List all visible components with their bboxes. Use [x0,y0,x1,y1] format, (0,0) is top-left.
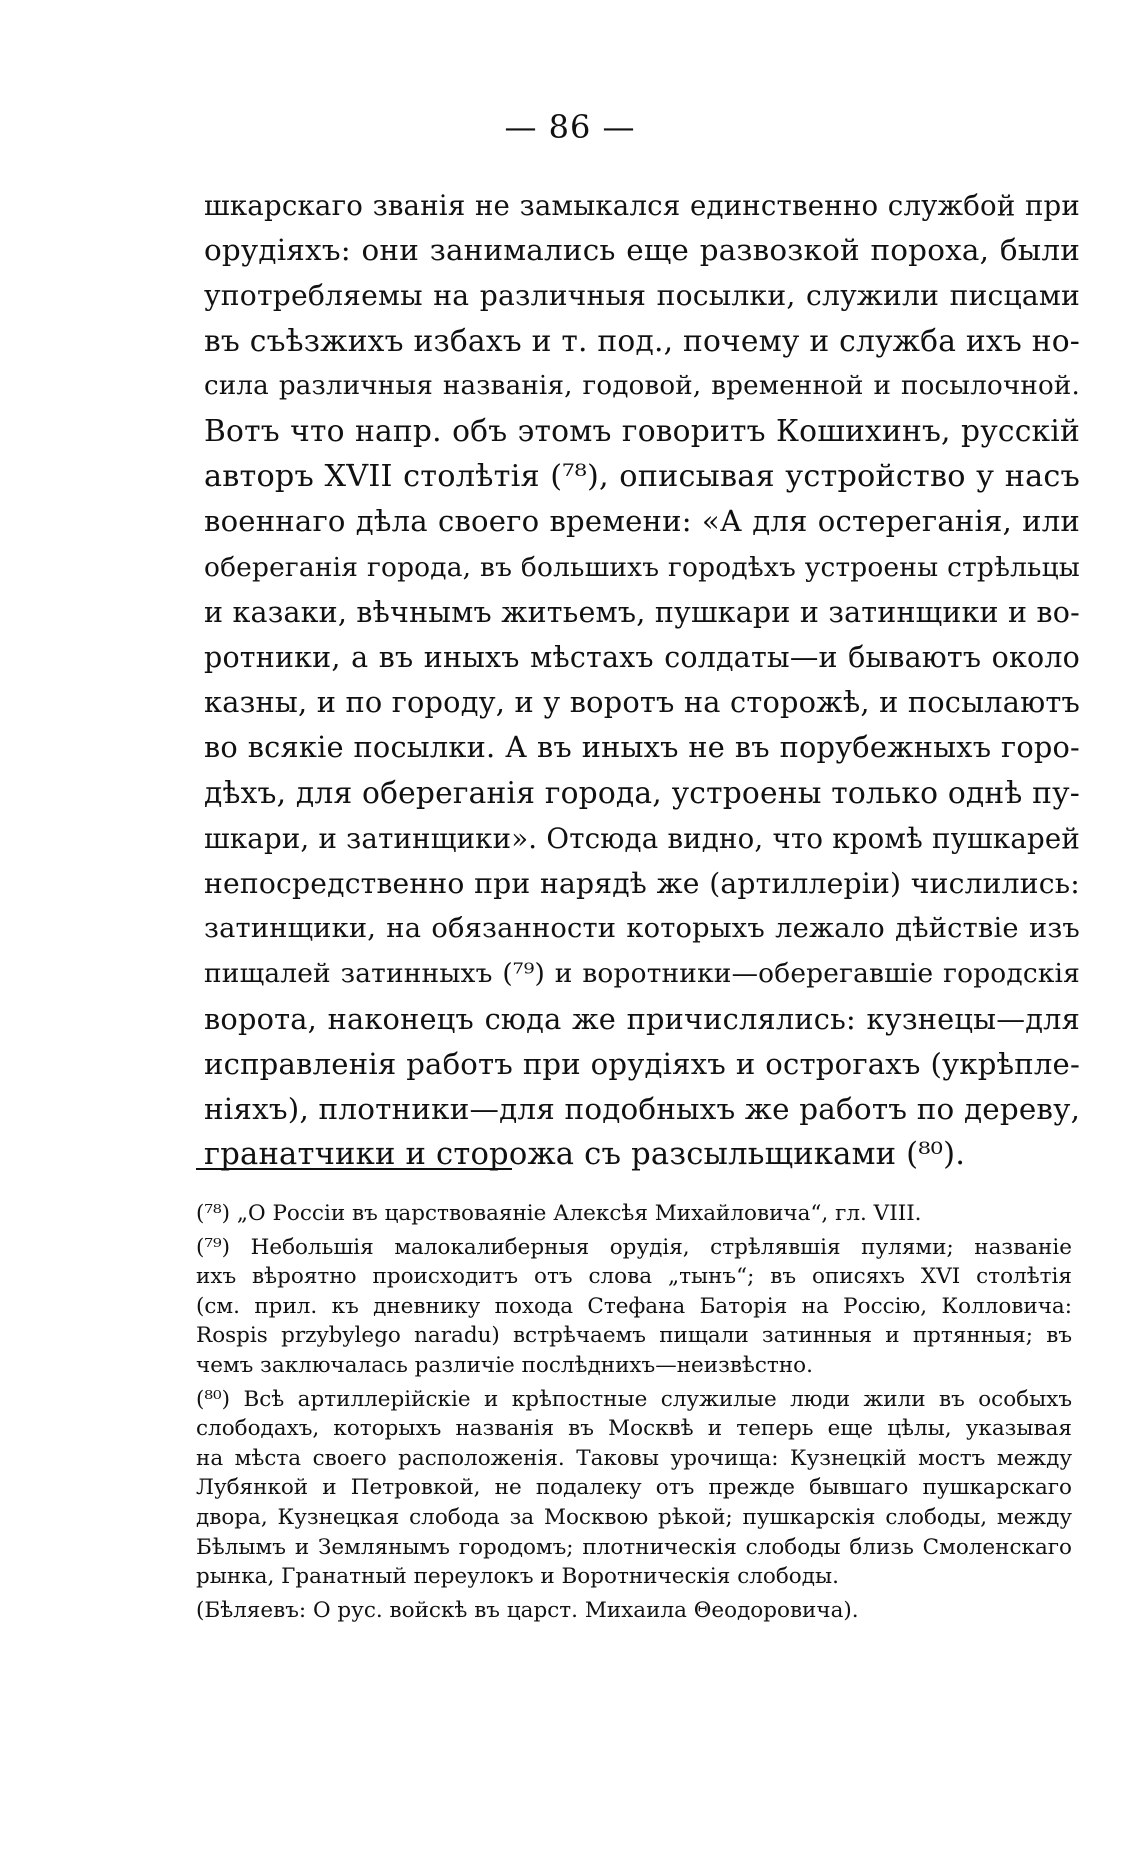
footnote-80 [196,1385,1072,1592]
main-text [204,183,1080,1177]
footnote-line: Бѣлымъ и Землянымъ городомъ; плотническія слободы близь Смоленскаго [196,1534,1072,1560]
footnote-line: (⁸⁰) Всѣ артиллерійскіе и крѣпостные служилые люди жили въ особыхъ [196,1386,1072,1412]
text-line: военнаго дѣла своего времени: «А для остереганія, или [204,504,1080,539]
text-line: орудіяхъ: они занимались еще развозкой пороха, были [204,233,1080,268]
text-line: шкарскаго званія не замыкался единственно службой при [204,189,1080,222]
text-line: во всякіе посылки. А въ иныхъ не въ порубежныхъ горо- [204,730,1080,765]
footnote-line: чемъ заключалась различіе послѣднихъ—неизвѣстно. [196,1352,813,1378]
text-line: ворота, наконецъ сюда же причислялись: кузнецы—для [204,1001,1080,1036]
text-line: гранатчики и сторожа съ разсыльщиками (⁸⁰). [204,1137,966,1173]
text-line: шкари, и затинщики». Отсюда видно, что кромѣ пушкарей [204,821,1080,855]
footnote-79 [196,1233,1072,1381]
footnote-line: рынка, Гранатный переулокъ и Воротническія слободы. [196,1564,839,1590]
footnotes [196,1199,1072,1629]
text-line: непосредственно при нарядѣ же (артиллеріи) числились: [204,867,1080,901]
text-line: Вотъ что напр. объ этомъ говоритъ Кошихинъ, русскій [204,414,1080,450]
footnote-line: слободахъ, которыхъ названія въ Москвѣ и теперь еще цѣлы, указывая [196,1416,1072,1442]
footnote-line: (⁷⁸) „О Россіи въ царствоваяніе Алексѣя Михайловича“, гл. VIII. [196,1201,922,1226]
footnote-separator [196,1168,512,1170]
text-line: авторъ XVII столѣтія (⁷⁸), описывая устройство у насъ [204,459,1080,495]
text-line: употребляемы на различныя посылки, служили писцами [204,279,1080,313]
footnote-line: двора, Кузнецкая слобода за Москвою рѣкой; пушкарскія слободы, между [196,1504,1072,1530]
footnote-line: (см. прил. къ дневнику похода Стефана Баторія на Россію, Колловича: [196,1293,1072,1319]
text-line: затинщики, на обязанности которыхъ лежало дѣйствіе изъ [204,913,1080,945]
footnote-line: ихъ вѣроятно происходитъ отъ слова „тынъ“; въ описяхъ XVI столѣтія [196,1264,1072,1290]
footnote-line: Rospis przybylego naradu) встрѣчаемъ пищали затинныя и пртянныя; въ [196,1323,1072,1349]
page-number: — 86 — [504,108,636,146]
text-line: пищалей затинныхъ (⁷⁹) и воротники—оберегавшіе городскія [204,958,1080,990]
footnote-line: (⁷⁹) Небольшія малокалиберныя орудія, стрѣлявшія пулями; названіе [196,1234,1072,1260]
text-line: исправленія работъ при орудіяхъ и острогахъ (укрѣпле- [204,1046,1080,1081]
text-line: обереганія города, въ большихъ городѣхъ устроены стрѣльцы [204,551,1080,583]
text-line: казны, и по городу, и у воротъ на сторожѣ, и посылаютъ [204,685,1081,720]
footnote-78 [196,1199,1072,1229]
text-line: ротники, а въ иныхъ мѣстахъ солдаты—и бываютъ около [204,641,1080,675]
text-line: въ съѣзжихъ избахъ и т. под., почему и служба ихъ но- [204,323,1080,359]
footnote-line: (Бѣляевъ: О рус. войскѣ въ царст. Михаила Θеодоровича). [196,1597,859,1623]
footnote-line: Лубянкой и Петровкой, не подалеку отъ прежде бывшаго пушкарскаго [196,1475,1072,1501]
text-line: дѣхъ, для обереганія города, устроены только однѣ пу- [204,775,1080,811]
text-line: сила различныя названія, годовой, временной и посылочной. [204,370,1080,401]
text-line: ніяхъ), плотники—для подобныхъ же работъ по дереву, [204,1092,1081,1127]
footnote-line: на мѣста своего расположенія. Таковы урочища: Кузнецкій мостъ между [196,1445,1072,1471]
footnote-citation [196,1596,1072,1626]
text-line: и казаки, вѣчнымъ житьемъ, пушкари и затинщики и во- [204,595,1080,629]
